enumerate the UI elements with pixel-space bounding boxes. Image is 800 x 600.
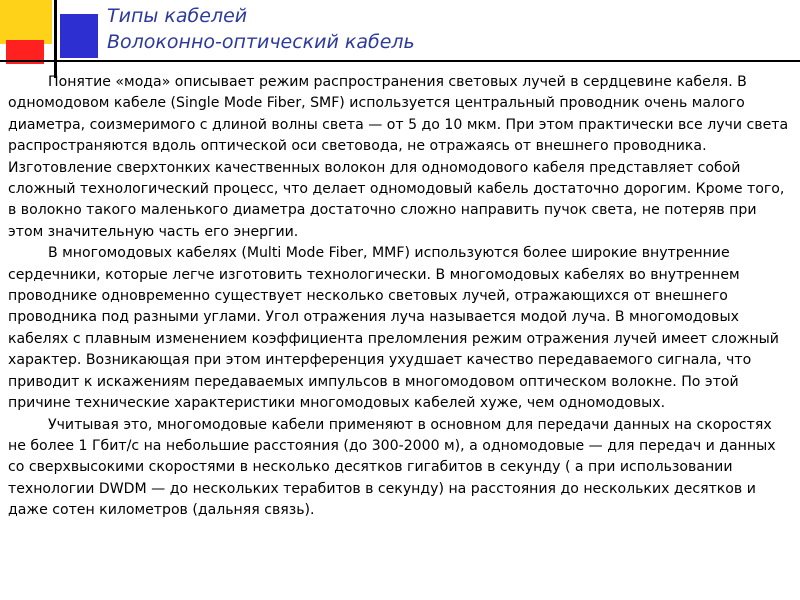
slide-body <box>8 72 794 522</box>
decor-yellow-square <box>0 0 52 44</box>
paragraph-multi-mode: В многомодовых кабелях (Multi Mode Fiber, MMF) используются более широкие внутренние сердечники, которые легче изготовить технологически. В многомодовых кабелях во внутреннем проводнике одновременно существует несколько световых лучей, отражающихся от внешнего проводника под разными углами. Угол отражения луча называется модой луча. В многомодовых кабелях с плавным изменением коэффициента преломления режим отражения лучей имеет сложный характер. Возникающая при этом интерференция ухудшает качество передаваемого сигнала, что приводит к искажениям передаваемых импульсов в многомодовом оптическом волокне. По этой причине технические характеристики многомодовых кабелей хуже, чем одномодовых. <box>8 245 779 412</box>
decor-horizontal-line <box>0 60 800 62</box>
paragraph-single-mode: Понятие «мода» описывает режим распространения световых лучей в сердцевине кабеля. В одномодовом кабеле (Single Mode Fiber, SMF) используется центральный проводник очень малого диаметра, соизмеримого с длиной волны света — от 5 до 10 мкм. При этом практически все лучи света распространяются вдоль оптической оси световода, не отражаясь от внешнего проводника. Изготовление сверхтонких качественных волокон для одномодового кабеля представляет собой сложный технологический процесс, что делает одномодовый кабель достаточно дорогим. Кроме того, в волокно такого маленького диаметра достаточно сложно направить пучок света, не потеряв при этом значительную часть его энергии. <box>8 74 789 240</box>
slide-title <box>107 3 415 55</box>
decor-blue-square <box>60 14 98 58</box>
slide-title-line-1: Типы кабелей <box>107 5 248 27</box>
paragraph-conclusion: Учитывая это, многомодовые кабели применяют в основном для передачи данных на скоростях не более 1 Гбит/с на небольшие расстояния (до 300-2000 м), а одномодовые — для передач и данных со сверхвысокими скоростями в несколько десятков гигабитов в секунду ( а при использовании технологии DWDM — до нескольких терабитов в секунду) на расстояния до нескольких десятков и даже сотен километров (дальняя связь). <box>8 416 776 519</box>
decor-vertical-line <box>54 0 57 78</box>
slide-title-line-2: Волоконно-оптический кабель <box>107 31 415 53</box>
